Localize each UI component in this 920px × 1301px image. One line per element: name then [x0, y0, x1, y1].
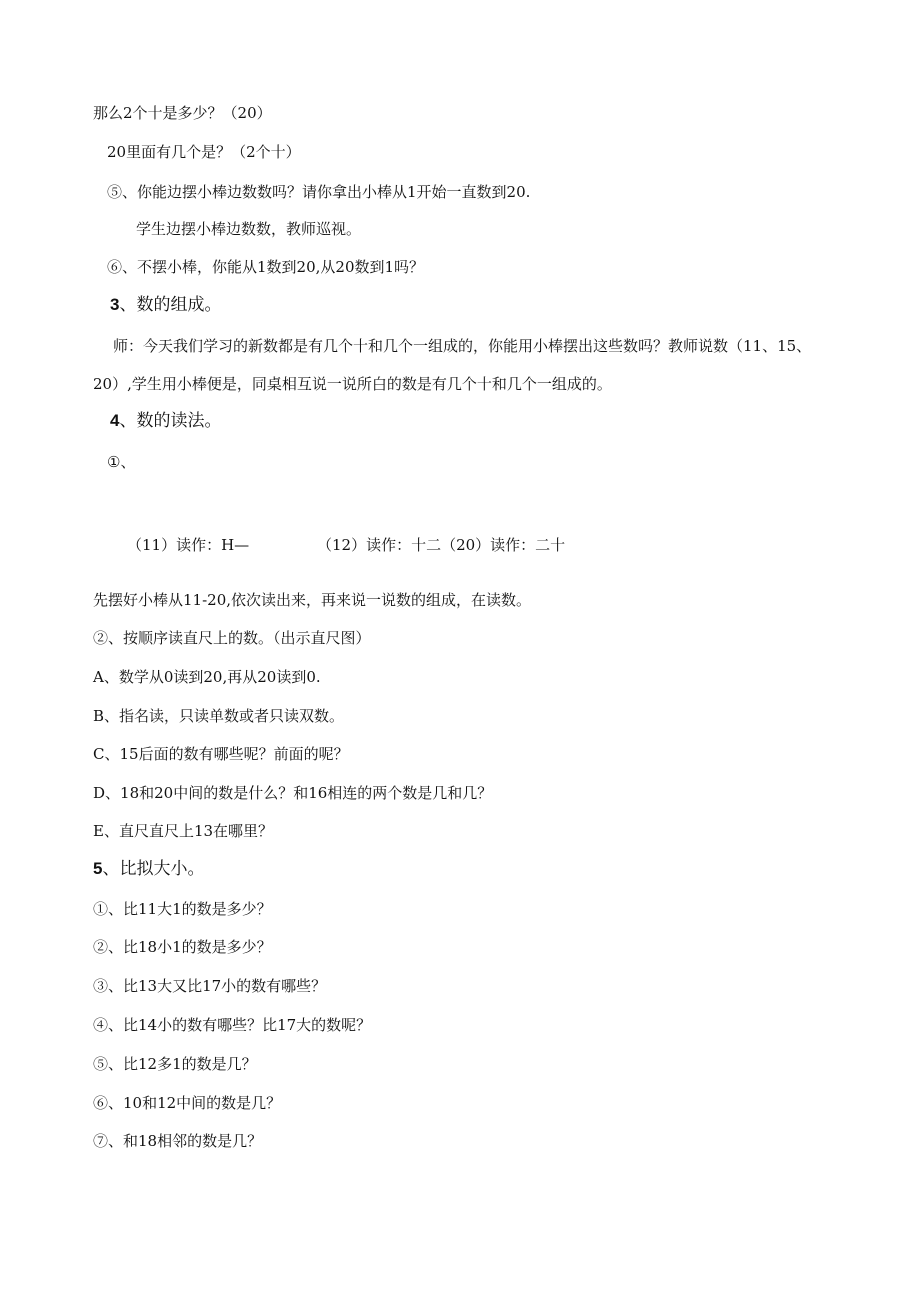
text-line: C、15后面的数有哪些呢？前面的呢？ — [93, 745, 349, 763]
text-line: ②、按顺序读直尺上的数。（出示直尺图） — [93, 629, 371, 647]
text-line: 先摆好小棒从11-20,依次读出来，再来说一说数的组成，在读数。 — [93, 591, 532, 609]
section-heading-3: 3、数的组成。 — [110, 295, 222, 315]
text-line: ③、比13大又比17小的数有哪些？ — [93, 977, 327, 995]
text-line: 20）,学生用小棒便是，同桌相互说一说所白的数是有几个十和几个一组成的。 — [93, 375, 612, 393]
text-line: ⑤、你能边摆小棒边数数吗？请你拿出小棒从1开始一直数到20. — [107, 183, 531, 201]
text-line: 学生边摆小棒边数数，教师巡视。 — [136, 220, 362, 238]
text-line: D、18和20中间的数是什么？和16相连的两个数是几和几？ — [93, 784, 493, 802]
text-line: ⑥、10和12中间的数是几？ — [93, 1094, 282, 1112]
text-line: ②、比18小1的数是多少？ — [93, 938, 272, 956]
text-line: A、数学从0读到20,再从20读到0. — [93, 668, 321, 686]
text-line: （12）读作：十二（20）读作：二十 — [317, 536, 566, 554]
text-line: ⑤、比12多1的数是几？ — [93, 1055, 257, 1073]
section-heading-4: 4、数的读法。 — [110, 411, 222, 431]
text-line: ⑥、不摆小棒，你能从1数到20,从20数到1吗？ — [107, 258, 425, 276]
text-line: 那么2个十是多少？（20） — [93, 104, 272, 122]
text-line: ⑦、和18相邻的数是几？ — [93, 1132, 263, 1150]
text-line: 师：今天我们学习的新数都是有几个十和几个一组成的，你能用小棒摆出这些数吗？教师说数（11、15、 — [113, 337, 812, 355]
text-line: ①、 — [107, 453, 136, 471]
text-line: 20里面有几个是？（2个十） — [107, 143, 301, 161]
text-line: （11）读作：H— — [127, 536, 250, 554]
text-line: E、直尺直尺上13在哪里？ — [93, 822, 274, 840]
text-line: ④、比14小的数有哪些？比17大的数呢？ — [93, 1016, 372, 1034]
text-line: B、指名读，只读单数或者只读双数。 — [93, 707, 345, 725]
section-heading-5: 5、比拟大小。 — [93, 859, 205, 879]
text-line: ①、比11大1的数是多少？ — [93, 900, 272, 918]
